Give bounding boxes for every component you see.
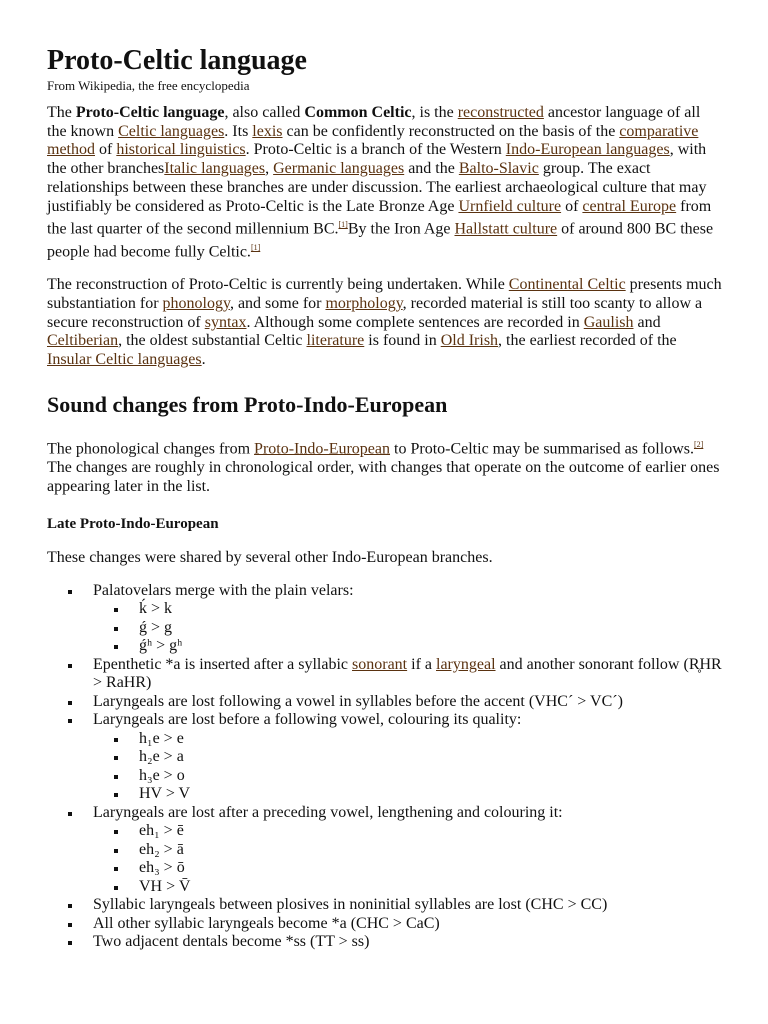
text: Two adjacent dentals become *ss (TT > ss) [93,933,370,951]
text: Palatovelars merge with the plain velars: [93,581,354,599]
list-item [93,804,723,897]
text: , is the [411,104,458,121]
wiki-link[interactable]: Italic languages [164,160,266,178]
sub-list-item: HV > V [139,785,723,804]
text: . Its [224,122,253,140]
text: By the Iron Age [347,220,455,238]
list-item-text [93,915,440,932]
wiki-link[interactable]: Proto-Indo-European [254,440,391,458]
text: The [47,104,76,121]
wiki-link[interactable]: Celtiberian [47,332,119,350]
subsection-paragraph: These changes were shared by several other Indo-European branches. [47,549,493,567]
wiki-link[interactable]: laryngeal [436,655,496,673]
text: . Proto-Celtic is a branch of the Western [245,141,506,159]
section-heading: Sound changes from Proto-Indo-European [47,391,448,417]
citation-link[interactable]: [1] [250,243,261,253]
list-item-text [93,711,521,728]
page-subtitle: From Wikipedia, the free encyclopedia [47,78,250,93]
text: , the earliest recorded of the [498,332,677,350]
text: of [95,141,117,159]
text: Laryngeals are lost before a following vowel, colouring its quality: [93,711,522,729]
sub-list-item: h₁e > e [139,730,723,749]
sub-list-item: h₃e > o [139,767,723,786]
intro-paragraph [47,276,723,370]
sub-list-item: eh₂ > ā [139,841,723,860]
text: The phonological changes from [47,440,255,458]
wiki-link[interactable]: Old Irish [440,332,499,350]
list-item-text [93,582,354,599]
text: can be confidently reconstructed on the basis of the [282,122,620,140]
wiki-link[interactable]: historical linguistics [116,141,246,159]
text: , with the other branches [47,141,707,178]
intro-paragraph [47,104,723,262]
citation-link[interactable]: [2] [693,439,704,449]
wiki-link[interactable]: reconstructed [457,104,544,121]
sub-list [93,730,723,804]
wiki-link[interactable]: Insular Celtic languages [47,351,202,369]
sound-change-list [47,582,723,952]
sub-list-item: ǵʰ > gʰ [139,637,723,656]
subsection-heading: Late Proto-Indo-European [47,516,219,533]
wiki-link[interactable]: literature [306,332,365,350]
list-item [93,582,723,656]
list-item [93,933,723,952]
page-title: Proto-Celtic language [47,45,307,76]
text: . Although some complete sentences are recorded in [246,313,584,331]
bold-term: Common Celtic [304,104,412,121]
list-item-text [93,804,563,821]
wiki-link[interactable]: sonorant [352,655,408,673]
text: Laryngeals are lost following a vowel in syllables before the accent (VHC´ > VC´) [93,692,623,710]
text: ancestor language of all the known [47,104,701,140]
wiki-link[interactable]: phonology [162,294,230,312]
sub-list-item: VH > V̄ [139,878,723,897]
text: of [561,197,583,215]
list-item [93,915,723,934]
citation-link[interactable]: [1] [338,220,348,230]
text: of around 800 BC these people had become fully Celtic. [47,220,714,261]
list-item [93,693,723,712]
wiki-link[interactable]: Celtic languages [118,122,225,140]
wiki-link[interactable]: central Europe [582,197,677,215]
text: if a [407,655,436,673]
text: , recorded material is still too scanty to allow a secure reconstruction of [47,294,703,331]
list-item-text [93,896,607,913]
list-item [93,896,723,915]
sub-list-item: h₂e > a [139,748,723,767]
text: The changes are roughly in chronological order, with changes that operate on the outcome of earlier ones appearing later in the list. [47,458,720,495]
text: Laryngeals are lost after a preceding vowel, lengthening and colouring it: [93,803,563,821]
wiki-link[interactable]: comparative method [47,122,699,159]
list-item [93,656,723,693]
list-item-text [93,693,623,710]
sub-list [93,600,723,656]
wiki-link[interactable]: syntax [204,313,247,331]
wiki-link[interactable]: morphology [325,294,403,312]
sub-list-item: ǵ > g [139,619,723,638]
sub-list [93,822,723,896]
text: group. The exact relationships between these branches are under discussion. The earliest archaeological culture that may justifiably be considered as Proto-Celtic is the Late Bronze Age [47,160,707,215]
list-item-text [93,656,722,692]
text: presents much substantiation for [47,276,722,312]
text: , the oldest substantial Celtic [118,332,307,350]
text: All other syllabic laryngeals become *a (CHC > CaC) [93,914,440,932]
list-item-text [93,933,369,950]
text: , also called [224,104,305,121]
article [47,44,723,952]
wiki-link[interactable]: Continental Celtic [508,276,626,294]
list-item [93,711,723,804]
text: Epenthetic *a is inserted after a syllabic [93,655,353,673]
sub-list-item: eh₁ > ē [139,822,723,841]
sub-list-item: ḱ > k [139,600,723,619]
wiki-link[interactable]: Germanic languages [273,160,405,178]
text: and the [404,160,459,178]
text: . [201,351,206,369]
section-paragraph [47,436,723,496]
text: to Proto-Celtic may be summarised as follows. [390,440,694,458]
text: and another sonorant follow (R̥HR > RaHR) [93,655,722,692]
text: is found in [364,332,441,350]
text: , and some for [229,294,326,312]
wiki-link[interactable]: lexis [252,122,283,140]
wiki-link[interactable]: Balto-Slavic [458,160,539,178]
wiki-link[interactable]: Hallstatt culture [454,220,558,238]
wiki-link[interactable]: Gaulish [583,313,634,331]
wiki-link[interactable]: Indo-European languages [505,141,670,159]
text: and [633,313,661,331]
wiki-link[interactable]: Urnfield culture [458,197,562,215]
text: The reconstruction of Proto-Celtic is currently being undertaken. While [47,276,509,294]
text: from the last quarter of the second millennium BC. [47,197,712,238]
text: , [265,160,274,178]
text: Syllabic laryngeals between plosives in noninitial syllables are lost (CHC > CC) [93,896,608,914]
bold-term: Proto-Celtic language [75,104,225,121]
sub-list-item: eh₃ > ō [139,859,723,878]
